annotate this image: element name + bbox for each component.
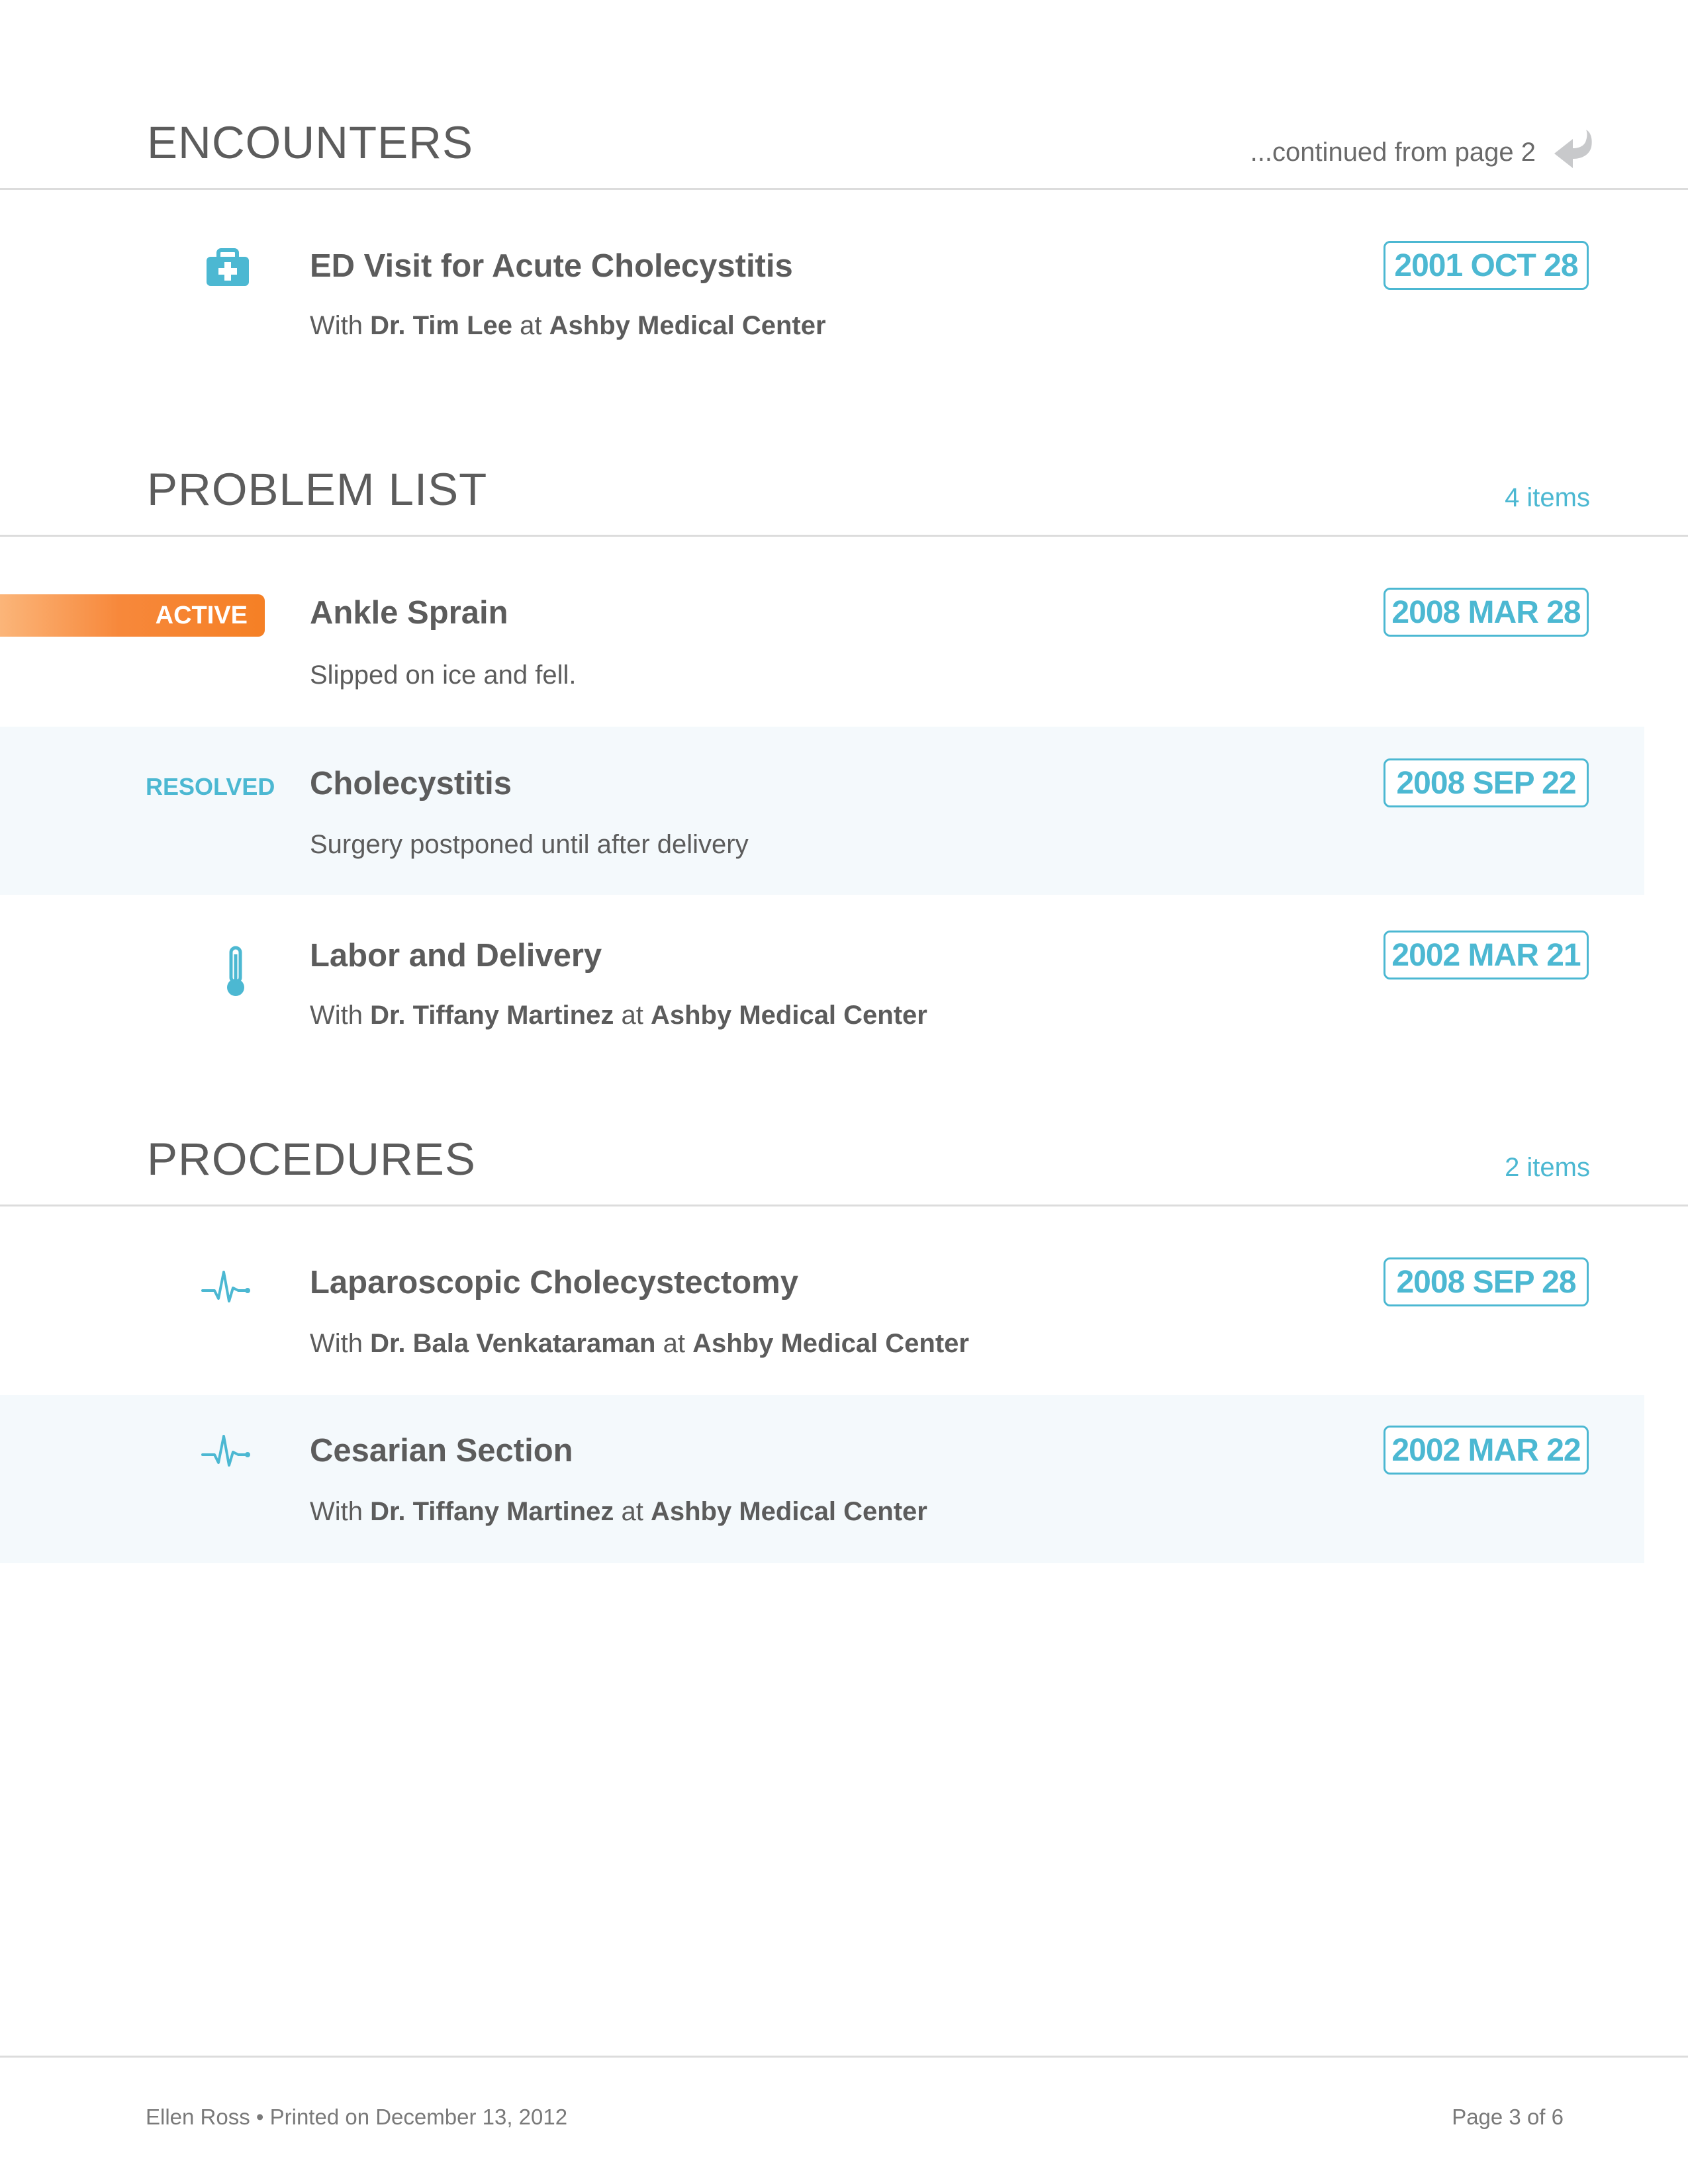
date-badge: 2002 MAR 21 <box>1383 931 1589 979</box>
item-count: 4 items <box>1505 483 1590 512</box>
section-title: ENCOUNTERS <box>147 117 474 168</box>
section-title: PROBLEM LIST <box>147 464 488 515</box>
procedures-header <box>0 1112 1688 1206</box>
item-note: Slipped on ice and fell. <box>310 660 577 690</box>
continued-note: ...continued from page 2 <box>1250 138 1536 167</box>
item-subtitle: With Dr. Tiffany Martinez at Ashby Medical Center <box>310 1497 927 1526</box>
item-title: Labor and Delivery <box>310 938 602 974</box>
return-arrow-icon <box>1548 126 1595 179</box>
date-badge: 2008 SEP 28 <box>1383 1257 1589 1306</box>
location-name: Ashby Medical Center <box>650 1497 927 1526</box>
date-badge: 2008 SEP 22 <box>1383 758 1589 807</box>
list-item[interactable] <box>0 895 1644 1063</box>
heartbeat-icon <box>201 1432 252 1469</box>
doctor-name: Dr. Tim Lee <box>370 311 513 340</box>
date-badge: 2008 MAR 28 <box>1383 588 1589 637</box>
status-badge-active: ACTIVE <box>0 594 265 637</box>
footer-printed-info: Ellen Ross • Printed on December 13, 2012 <box>146 2105 568 2129</box>
list-item[interactable] <box>0 229 1644 397</box>
item-count: 2 items <box>1505 1153 1590 1182</box>
item-title: Cholecystitis <box>310 766 512 801</box>
section-title: PROCEDURES <box>147 1134 476 1185</box>
doctor-name: Dr. Tiffany Martinez <box>370 1001 614 1030</box>
item-subtitle: With Dr. Bala Venkataraman at Ashby Medical Center <box>310 1329 969 1358</box>
location-name: Ashby Medical Center <box>692 1329 969 1358</box>
heartbeat-icon <box>201 1268 252 1305</box>
date-badge: 2002 MAR 22 <box>1383 1426 1589 1475</box>
doctor-name: Dr. Bala Venkataraman <box>370 1329 656 1358</box>
item-note: Surgery postponed until after delivery <box>310 830 749 859</box>
encounters-header <box>0 95 1688 190</box>
medical-kit-icon <box>204 246 252 294</box>
doctor-name: Dr. Tiffany Martinez <box>370 1497 614 1526</box>
page-number: Page 3 of 6 <box>1452 2105 1564 2129</box>
list-item[interactable] <box>0 1395 1644 1563</box>
item-title: Ankle Sprain <box>310 595 508 631</box>
problem-list-header <box>0 442 1688 537</box>
list-item[interactable] <box>0 560 1644 728</box>
item-subtitle: With Dr. Tim Lee at Ashby Medical Center <box>310 311 826 340</box>
item-title: Cesarian Section <box>310 1433 573 1469</box>
status-badge-resolved: RESOLVED <box>146 773 275 800</box>
list-item[interactable] <box>0 1227 1644 1395</box>
location-name: Ashby Medical Center <box>650 1001 927 1030</box>
list-item[interactable] <box>0 727 1644 895</box>
location-name: Ashby Medical Center <box>549 311 826 340</box>
item-subtitle: With Dr. Tiffany Martinez at Ashby Medical Center <box>310 1001 927 1030</box>
thermometer-icon <box>212 945 259 998</box>
footer-divider <box>0 2056 1688 2058</box>
item-title: ED Visit for Acute Cholecystitis <box>310 248 793 284</box>
date-badge: 2001 OCT 28 <box>1383 241 1589 290</box>
item-title: Laparoscopic Cholecystectomy <box>310 1265 798 1300</box>
